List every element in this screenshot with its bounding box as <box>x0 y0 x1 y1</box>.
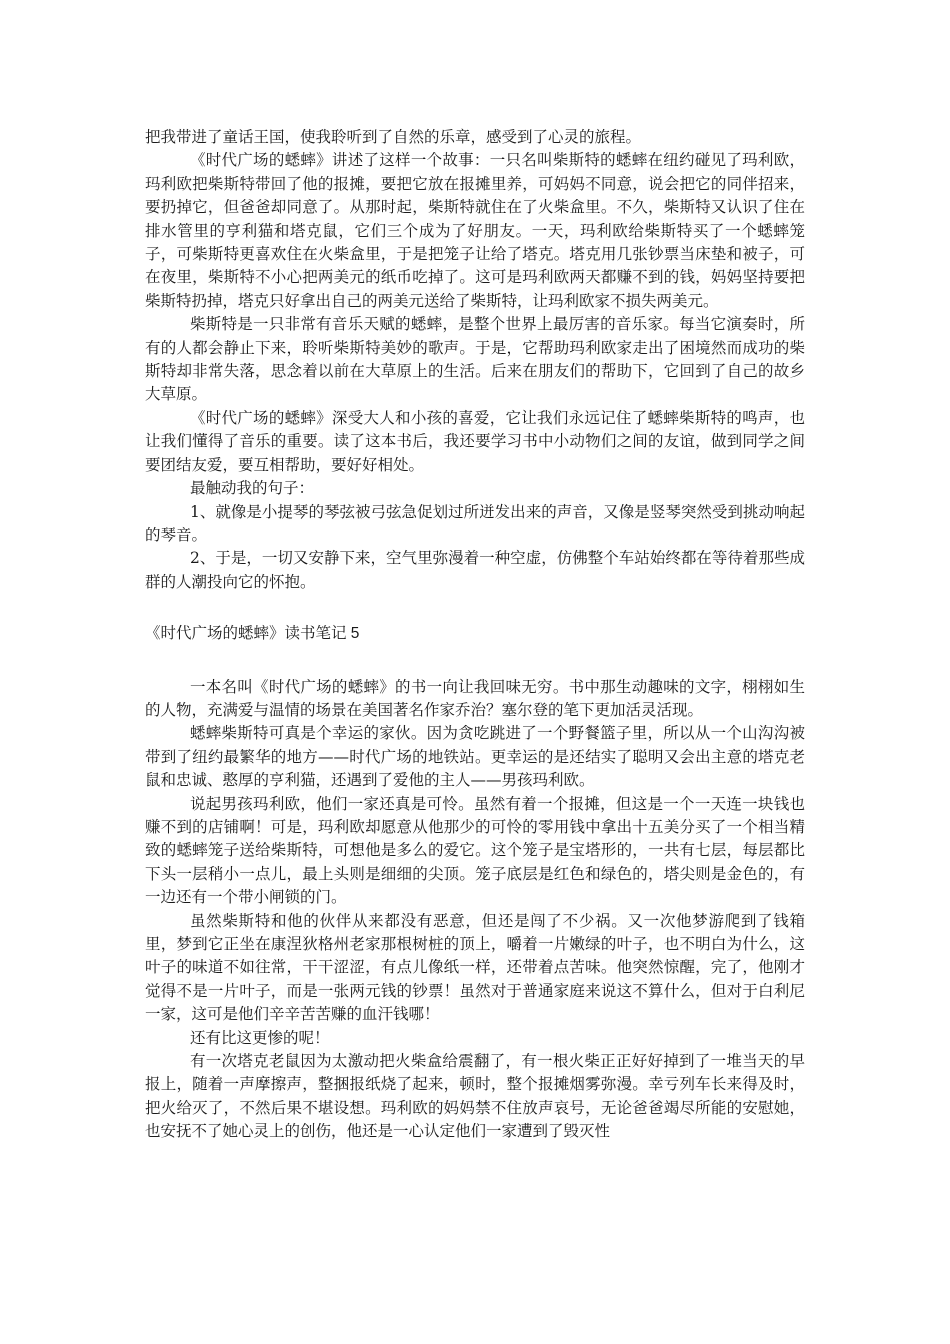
spacer <box>145 594 805 622</box>
paragraph-chester-music: 柴斯特是一只非常有音乐天赋的蟋蟀，是整个世界上最厉害的音乐家。每当它演奏时，所有的人都会静止下来，聆听柴斯特美妙的歌声。于是，它帮助玛利欧家走出了困境然而成功的柴斯特却非常失落，思念着以前在大草原上的生活。后来在朋友们的帮助下，它回到了自己的故乡大草原。 <box>145 315 805 404</box>
paragraph-money-eaten: 虽然柴斯特和他的伙伴从来都没有恶意，但还是闯了不少祸。又一次他梦游爬到了钱箱里，梦到它正坐在康涅狄格州老家那根树桩的顶上，嚼着一片嫩绿的叶子，也不明白为什么，这叶子的味道不如往常，干干涩涩，有点儿像纸一样，还带着点苦味。他突然惊醒，完了，他刚才觉得不是一片叶子，而是一张两元钱的钞票！虽然对于普通家庭来说这不算什么，但对于白利尼一家，这可是他们辛辛苦苦赚的血汗钱哪！ <box>145 911 805 1024</box>
spacer <box>145 646 805 676</box>
paragraph-worse: 还有比这更惨的呢！ <box>189 1028 330 1047</box>
paragraph-intro: 一本名叫《时代广场的蟋蟀》的书一向让我回味无穷。书中那生动趣味的文字，栩栩如生的人物，充满爱与温情的场景在美国著名作家乔治？塞尔登的笔下更加活灵活现。 <box>145 677 805 719</box>
paragraph-reflection: 《时代广场的蟋蟀》深受大人和小孩的喜爱，它让我们永远记住了蟋蟀柴斯特的鸣声，也让我们懂得了音乐的重要。读了这本书后，我还要学习书中小动物们之间的友谊，做到同学之间要团结友爱，要互相帮助，要好好相处。 <box>145 408 805 474</box>
paragraph-fire: 有一次塔克老鼠因为太激动把火柴盒给震翻了，有一根火柴正正好好掉到了一堆当天的早报上，随着一声摩擦声，整捆报纸烧了起来，顿时，整个报摊烟雾弥漫。幸亏列车长来得及时，把火给灭了，不然后果不堪设想。玛利欧的妈妈禁不住放声哀号，无论爸爸竭尽所能的安慰她，也安抚不了她心灵上的创伤，他还是一心认定他们一家遭到了毁灭性 <box>145 1052 805 1141</box>
paragraph-lucky-chester: 蟋蟀柴斯特可真是个幸运的家伙。因为贪吃跳进了一个野餐篮子里，所以从一个山沟沟被带到了纽约最繁华的地方——时代广场的地铁站。更幸运的是还结实了聪明又会出主意的塔克老鼠和忠诚、憨厚的亨利猫，还遇到了爱他的主人——男孩玛利欧。 <box>145 724 805 790</box>
paragraph-quotes-intro: 最触动我的句子： <box>189 479 314 498</box>
paragraph-story-summary: 《时代广场的蟋蟀》讲述了这样一个故事：一只名叫柴斯特的蟋蟀在纽约碰见了玛利欧，玛利欧把柴斯特带回了他的报摊，要把它放在报摊里养，可妈妈不同意，说会把它的同伴招来，要扔掉它，但爸爸却同意了。从那时起，柴斯特就住在了火柴盒里。不久，柴斯特又认识了住在排水管里的亨利猫和塔克鼠，它们三个成为了好朋友。一天，玛利欧给柴斯特买了一个蟋蟀笼子，可柴斯特更喜欢住在火柴盒里，于是把笼子让给了塔克。塔克用几张钞票当床垫和被子，可在夜里，柴斯特不小心把两美元的纸币吃掉了。这可是玛利欧两天都赚不到的钱，妈妈坚持要把柴斯特扔掉，塔克只好拿出自己的两美元送给了柴斯特，让玛利欧家不损失两美元。 <box>145 151 805 310</box>
paragraph-quote-1: 1、就像是小提琴的琴弦被弓弦急促划过所迸发出来的声音，又像是竖琴突然受到挑动响起的琴音。 <box>145 502 805 544</box>
paragraph-quote-2: 2、于是，一切又安静下来，空气里弥漫着一种空虚，仿佛整个车站始终都在等待着那些成群的人潮投向它的怀抱。 <box>145 549 805 591</box>
paragraph-mario-cage: 说起男孩玛利欧，他们一家还真是可怜。虽然有着一个报摊，但这是一个一天连一块钱也赚不到的店铺啊！可是，玛利欧却愿意从他那少的可怜的零用钱中拿出十五美分买了一个相当精致的蟋蟀笼子送给柴斯特，可想他是多么的爱它。这个笼子是宝塔形的，一共有七层，每层都比下头一层稍小一点儿，最上头则是细细的尖顶。笼子底层是红色和绿色的，塔尖则是金色的，有一边还有一个带小闸锁的门。 <box>145 794 805 907</box>
paragraph-continuation: 把我带进了童话王国，使我聆听到了自然的乐章，感受到了心灵的旅程。 <box>145 128 642 146</box>
section-heading: 《时代广场的蟋蟀》读书笔记 5 <box>145 625 360 643</box>
document-body <box>145 126 805 1144</box>
